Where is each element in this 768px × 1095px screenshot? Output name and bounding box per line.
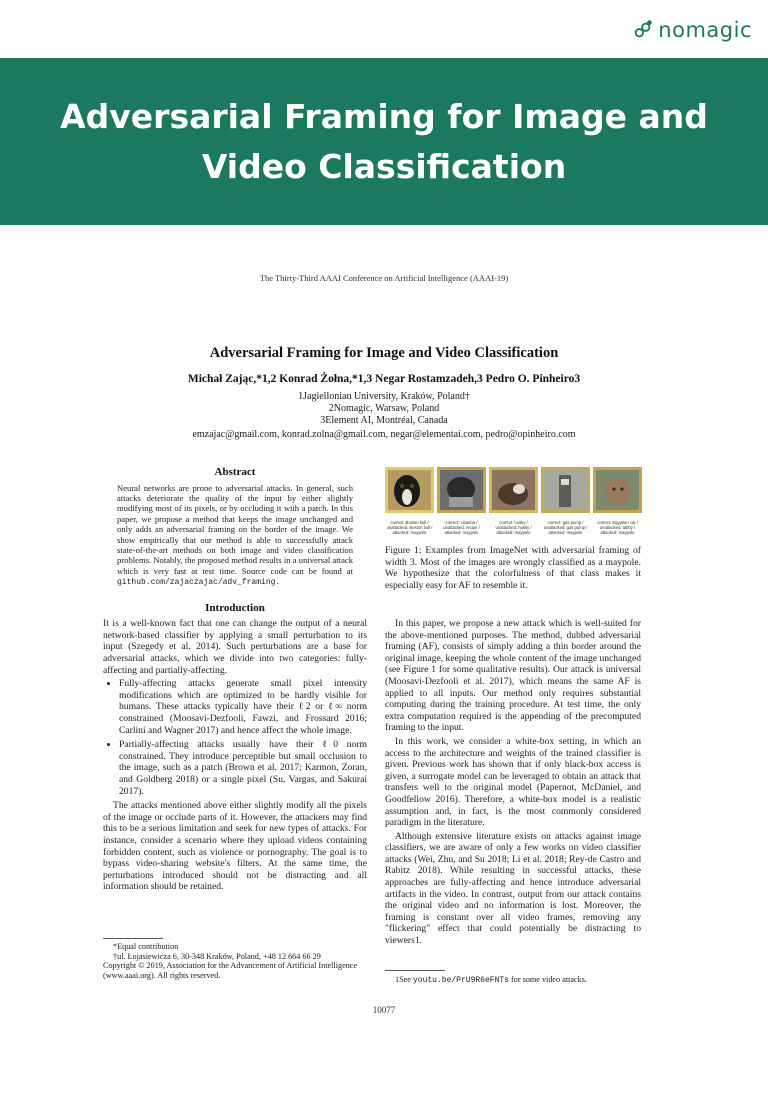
figure-thumb xyxy=(489,467,538,535)
figure-1 xyxy=(385,467,641,591)
footnote-rule-left xyxy=(103,938,163,939)
intro-paragraph-2: The attacks mentioned above either slightly modify all the pixels of the image or occlude parts of it. However, the attackers may find this to be a serious limitation and seek for new types of attacks. For instance, consider a scenario where they upload videos containing forbidden content, such as violence or pornography. The goal is to bypass video-sharing website's filters. At the same time, the perturbations introduced should not be distracting and all information should be retained. xyxy=(103,800,367,893)
conference-header: The Thirty-Third AAAI Conference on Artificial Intelligence (AAAI-19) xyxy=(259,273,509,283)
introduction-heading: Introduction xyxy=(205,601,265,614)
figure-thumb xyxy=(593,467,642,535)
figure-caption: Figure 1: Examples from ImageNet with adversarial framing of width 3. Most of the images are wrongly classified as a maypole. We hypothesize that the colorfulness of that class makes it especially easy for AF to resemble it. xyxy=(385,545,641,591)
abstract-text: Neural networks are prone to adversarial attacks. In general, such attacks deteriorate the quality of the input by either slightly modifying most of its pixels, or by occluding it with a patch. In this paper, we propose a method that keeps the image unchanged and only adds an adversarial framing on the border of the image. We show empirically that our method is able to successfully attack state-of-the-art methods on both image and video classification problems. Notably, the proposed method results in a universal attack which is very fast at test time. Source code can be found at xyxy=(117,482,353,576)
footnote-rule-right xyxy=(385,970,445,971)
title-banner xyxy=(0,58,768,225)
footnote-right-prefix: 1See xyxy=(395,975,413,984)
page-number: 10077 xyxy=(372,1005,396,1015)
thumb-caption: correct: gas pump / unattacked: gas pump / attacked: maypole xyxy=(543,520,588,535)
figure-thumb xyxy=(385,467,434,535)
affiliation-1: 1Jagiellonian University, Kraków, Poland† xyxy=(298,391,470,402)
paper-page xyxy=(0,225,768,1095)
list-item: • Fully-affecting attacks generate small pixel intensity modifications which are optimized to be hardly visible for humans. These attacks typically have their ℓ2 or ℓ∞ norm constrained (Moosavi-Dezfooli, Fawzi, and Frossard 2016; Carlini and Wagner 2017) and hence affect the whole image. xyxy=(119,678,367,736)
egyptian-cat-image xyxy=(593,467,642,513)
vicarina-image xyxy=(437,467,486,513)
abstract-heading: Abstract xyxy=(214,466,256,478)
banner-title: Adversarial Framing for Image and Video Classification xyxy=(60,96,708,186)
footnote-equal-contribution: *Equal contribution xyxy=(113,942,179,951)
figure-thumb xyxy=(541,467,590,535)
gas-pump-image xyxy=(541,467,590,513)
affiliation-3: 3Element AI, Montréal, Canada xyxy=(320,415,448,426)
footnotes-left xyxy=(103,942,367,980)
footnote-address: †ul. Łojasiewicza 6, 30-348 Kraków, Poland, +48 12 664 66 29 xyxy=(113,951,321,961)
right-paragraph-1: In this paper, we propose a new attack which is well-suited for the above-mentioned purposes. The method, dubbed adversarial framing (AF), consists of simply adding a thin border around the original image, keeping the whole content of the image unchanged (see Figure 1 for some qualitative results). Our attack is universal (Moosavi-Dezfooli et al. 2017), which means the same AF is applied to all inputs. Our method only requires substantial computing during the training procedure. At test time, the only extra computation required is the appending of the precomputed framing to the input. xyxy=(385,618,641,734)
boston-bull-image xyxy=(385,467,434,513)
thumb-caption: correct: vicarina / unattacked: recipe / attacked: maypole xyxy=(443,520,480,535)
video-attacks-link[interactable]: youtu.be/PrU9R6eFNTs xyxy=(412,976,509,985)
abstract-body xyxy=(103,483,367,589)
thumb-caption: correct: husky / unattacked: husky / attacked: maypole xyxy=(495,520,532,535)
author-emails: emzajac@gmail.com, konrad.zolna@gmail.com, negar@elementai.com, pedro@opinheiro.com xyxy=(192,429,576,440)
paper-authors: Michał Zając,*1,2 Konrad Żołna,*1,3 Negar Rostamzadeh,3 Pedro O. Pinheiro3 xyxy=(187,373,581,385)
paper-title: Adversarial Framing for Image and Video Classification xyxy=(209,345,559,361)
source-code-link[interactable]: github.com/zajaczajac/adv_framing. xyxy=(117,578,281,588)
affiliation-2: 2Nomagic, Warsaw, Poland xyxy=(328,403,440,414)
nomagic-link-icon xyxy=(632,19,654,41)
right-paragraph-3: Although extensive literature exists on attacks against image classifiers, we are aware of only a few works on video classifier attacks (Wei, Zhu, and Su 2018; Li et al. 2018; Rey-de Castro and Rabitz 2018). While resulting in successful attacks, these approaches are fully-affecting and hence introduce adversarial artifacts in the video. In contrast, output from our attack contains the original video and no information is lost. Moreover, the framing is constant over all video frames, removing any "flickering" effect that could potentially be distracting to viewers1. xyxy=(385,830,641,947)
figure-thumb xyxy=(437,467,486,535)
nomagic-logo[interactable] xyxy=(632,18,752,42)
footnote-right-suffix: for some video attacks. xyxy=(508,975,587,984)
right-paragraph-2: In this work, we consider a white-box setting, in which an access to the architecture and weights of the trained classifier is given. Previous work has shown that if only black-box access is given, a surrogate model can be leveraged to obtain an attack that transfers well to the original model (Papernot, McDaniel, and Goodfellow 2016). Therefore, a white-box model is a realistic assumption and, in fact, is the most commonly considered paradigm in the literature. xyxy=(385,735,641,829)
husky-image xyxy=(489,467,538,513)
left-column xyxy=(103,467,367,895)
footnote-right xyxy=(385,975,641,986)
thumb-caption: correct: Boston bull / unattacked: Boston bull / attacked: maypole xyxy=(386,520,433,535)
footnote-copyright: Copyright © 2019, Association for the Advancement of Artificial Intelligence (www.aaai.org). All rights reserved. xyxy=(103,961,358,980)
attack-types-list xyxy=(103,678,367,797)
list-item: • Partially-affecting attacks usually have their ℓ0 norm constrained. They introduce perceptible but small occlusion to the image, such as a patch (Brown et al. 2017; Karmon, Zoran, and Goldberg 2018) or a single pixel (Su, Vargas, and Sakurai 2017). xyxy=(119,739,367,797)
intro-paragraph-1: It is a well-known fact that one can change the output of a neural network-based classifier by applying a small perturbation to its input (Szegedy et al. 2014). Such perturbations are a base for adversarial attacks, which we divide into two categories: fully-affecting and partially-affecting. xyxy=(103,618,367,676)
brand-name: nomagic xyxy=(658,18,752,42)
figure-thumbnails xyxy=(385,467,641,535)
thumb-caption: correct: Egyptian cat / unattacked: tabby / attacked: maypole xyxy=(597,520,638,535)
right-column xyxy=(385,618,641,949)
